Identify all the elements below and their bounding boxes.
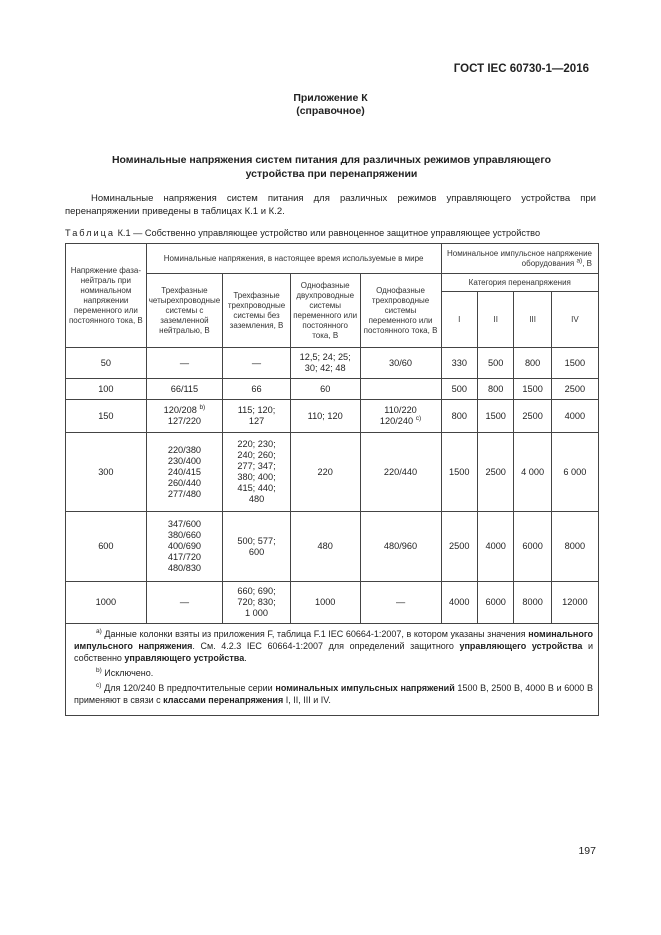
header-nominal-group: Номинальные напряжения, в настоящее время используемые в мире [146,244,441,274]
table-caption-label: Таблица [65,228,116,238]
cell-line: 415; 440; [237,483,276,493]
cell-cat-ii: 2500 [477,433,513,512]
header-impulse-text: Номинальное импульсное напряжение оборудования [447,248,592,268]
footnote-ref-c: c) [415,414,422,422]
cell-1ph-3wire [360,400,441,433]
cell-cat-i: 2500 [441,512,477,582]
cell-line: 417/720 [167,552,202,562]
cell-1ph-2wire: 1000 [290,582,360,624]
note-text: Исключено. [101,668,154,678]
cell-voltage: 150 [66,400,147,433]
section-heading-line1: Номинальные напряжения систем питания для различных режимов управляющего [111,154,552,166]
table-notes [66,624,599,716]
cell-cat-iv: 6 000 [551,433,598,512]
cell-cat-i: 500 [441,379,477,400]
header-phase-neutral: Напряжение фаза-нейтраль при номинальном напряжении переменного или постоянного тока, В [66,244,147,348]
cell-3ph-3wire [223,433,291,512]
note-term: номинального импульсного напряжения [74,629,593,651]
table-caption-text: К.1 — Собственно управляющее устройство или равноценное защитное управляющее устройство [115,228,541,238]
cell-line: 12,5; 24; 25; [299,352,351,362]
cell-3ph-4wire [146,512,222,582]
cell-3ph-4wire: — [146,348,222,379]
cell-3ph-3wire: 66 [223,379,291,400]
cell-line: 260/440 [167,477,202,488]
cell-cat-i: 4000 [441,582,477,624]
table-row [66,379,599,400]
cell-line: 480/830 [167,563,202,573]
footnote-ref-b: b) [199,403,206,411]
cell-line: 347/600 [167,519,202,529]
cell-line: 380; 400; [237,472,276,482]
cell-voltage: 1000 [66,582,147,624]
cell-line: 277; 347; [237,461,276,471]
table-caption [65,228,540,238]
cell-line: 127 [248,416,265,426]
page-number: 197 [578,845,596,857]
cell-line: 277/480 [167,488,202,499]
cell-voltage: 600 [66,512,147,582]
cell-line: 1 000 [245,608,269,618]
cell-value: 120/240 [379,416,414,426]
cell-line: 220; 230; [237,439,276,449]
cell-voltage: 100 [66,379,147,400]
header-3ph-3wire: Трехфазные трехпроводные системы без заземления, В [223,274,291,348]
cell-cat-iii: 1500 [514,379,551,400]
header-1ph-3wire: Однофазные трехпроводные системы переменного или постоянного тока, В [360,274,441,348]
note-text: . См. 4.2.3 IEC 60664-1:2007 для определений защитного [192,641,460,651]
note-term: управляющего устройства [459,641,583,651]
note-text: и собственно [74,641,593,663]
cell-cat-iii: 4 000 [514,433,551,512]
note-b [74,667,593,679]
section-heading [80,153,583,181]
cell-cat-ii: 4000 [477,512,513,582]
cell-cat-iii: 2500 [514,400,551,433]
cell-voltage: 50 [66,348,147,379]
cell-line: 115; 120; [237,405,276,415]
cell-line: 500; 577; [237,535,276,546]
cell-line: 720; 830; [237,597,276,607]
header-impulse-group [441,244,598,274]
cell-cat-ii: 6000 [477,582,513,624]
cell-line: 230/400 [167,455,202,466]
cell-cat-iii: 800 [514,348,551,379]
cell-line: 220/380 [167,444,202,455]
note-a [74,628,593,664]
header-impulse-unit: , В [582,258,592,268]
cell-line: 127/220 [167,416,202,426]
cell-line: 30; 42; 48 [304,363,346,373]
cell-voltage: 300 [66,433,147,512]
cell-cat-iv: 1500 [551,348,598,379]
cell-3ph-3wire [223,512,291,582]
cell-3ph-4wire [146,433,222,512]
note-term: классами перенапряжения [163,695,284,705]
cell-cat-ii: 800 [477,379,513,400]
cell-3ph-3wire [223,400,291,433]
note-term: номинальных импульсных напряжений [275,683,455,693]
note-text: . [244,653,247,663]
cell-1ph-2wire: 480 [290,512,360,582]
cell-cat-iii: 6000 [514,512,551,582]
note-text: Для 120/240 В предпочтительные серии [101,683,276,693]
cell-cat-i: 800 [441,400,477,433]
cell-line: 110/220 [384,405,417,415]
cell-3ph-3wire [223,582,291,624]
cell-1ph-3wire [360,379,441,400]
cell-line: 240; 260; [237,450,276,460]
note-text: I, II, III и IV. [283,695,331,705]
cell-cat-iv: 2500 [551,379,598,400]
standard-designation: ГОСТ IEC 60730-1—2016 [453,63,589,75]
cell-1ph-3wire: — [360,582,441,624]
header-1ph-2wire: Однофазные двухпроводные системы переменного или постоянного тока, В [290,274,360,348]
table-row [66,400,599,433]
cell-cat-i: 330 [441,348,477,379]
section-heading-line2: устройства при перенапряжении [245,168,418,180]
table-row [66,433,599,512]
note-mark: а) [96,628,102,635]
appendix-subtitle: (справочное) [296,105,365,117]
intro-paragraph: Номинальные напряжения систем питания для различных режимов управляющего устройства при перенапряжении приведены в таблицах К.1 и К.2. [65,193,596,217]
header-cat-iv: IV [551,292,598,348]
appendix-title: Приложение К [293,92,368,104]
cell-3ph-4wire: — [146,582,222,624]
cell-1ph-3wire: 220/440 [360,433,441,512]
footnote-ref-a: а) [576,256,583,264]
cell-3ph-3wire: — [223,348,291,379]
cell-cat-iv: 4000 [551,400,598,433]
table-row [66,348,599,379]
note-text: 1500 В, 2500 В, 4000 В и 6000 В применяют в связи с [74,683,593,705]
header-cat-i: I [441,292,477,348]
cell-line: 660; 690; [237,586,276,596]
cell-cat-iv: 8000 [551,512,598,582]
note-term: управляющего устройства [124,653,245,663]
cell-1ph-3wire: 480/960 [360,512,441,582]
header-cat-iii: III [514,292,551,348]
note-c [74,682,593,706]
table-row [66,582,599,624]
cell-cat-ii: 1500 [477,400,513,433]
cell-3ph-4wire [146,400,222,433]
cell-1ph-2wire [290,348,360,379]
voltage-table [65,243,599,716]
cell-value: 120/208 [163,405,197,415]
cell-line: 600 [248,546,265,557]
cell-line: 240/415 [167,466,202,477]
table-row [66,512,599,582]
header-category: Категория перенапряжения [441,274,598,292]
cell-cat-iii: 8000 [514,582,551,624]
appendix-title-block [0,92,661,118]
cell-line: 480 [248,494,265,504]
cell-line: 380/660 [167,530,202,540]
note-mark: b) [96,667,102,674]
cell-cat-iv: 12000 [551,582,598,624]
cell-cat-ii: 500 [477,348,513,379]
cell-1ph-2wire: 110; 120 [290,400,360,433]
cell-1ph-2wire: 220 [290,433,360,512]
cell-cat-i: 1500 [441,433,477,512]
cell-line [363,416,439,427]
cell-1ph-2wire: 60 [290,379,360,400]
header-cat-ii: II [477,292,513,348]
cell-line: 400/690 [167,541,202,551]
note-mark: c) [96,682,102,689]
cell-1ph-3wire: 30/60 [360,348,441,379]
table-notes-row [66,624,599,716]
header-3ph-4wire: Трехфазные четырехпроводные системы с заземленной нейтралью, В [146,274,222,348]
cell-line [149,405,220,416]
note-text: Данные колонки взяты из приложения F, таблица F.1 IEC 60664-1:2007, в котором указаны значения [101,629,529,639]
cell-3ph-4wire: 66/115 [146,379,222,400]
